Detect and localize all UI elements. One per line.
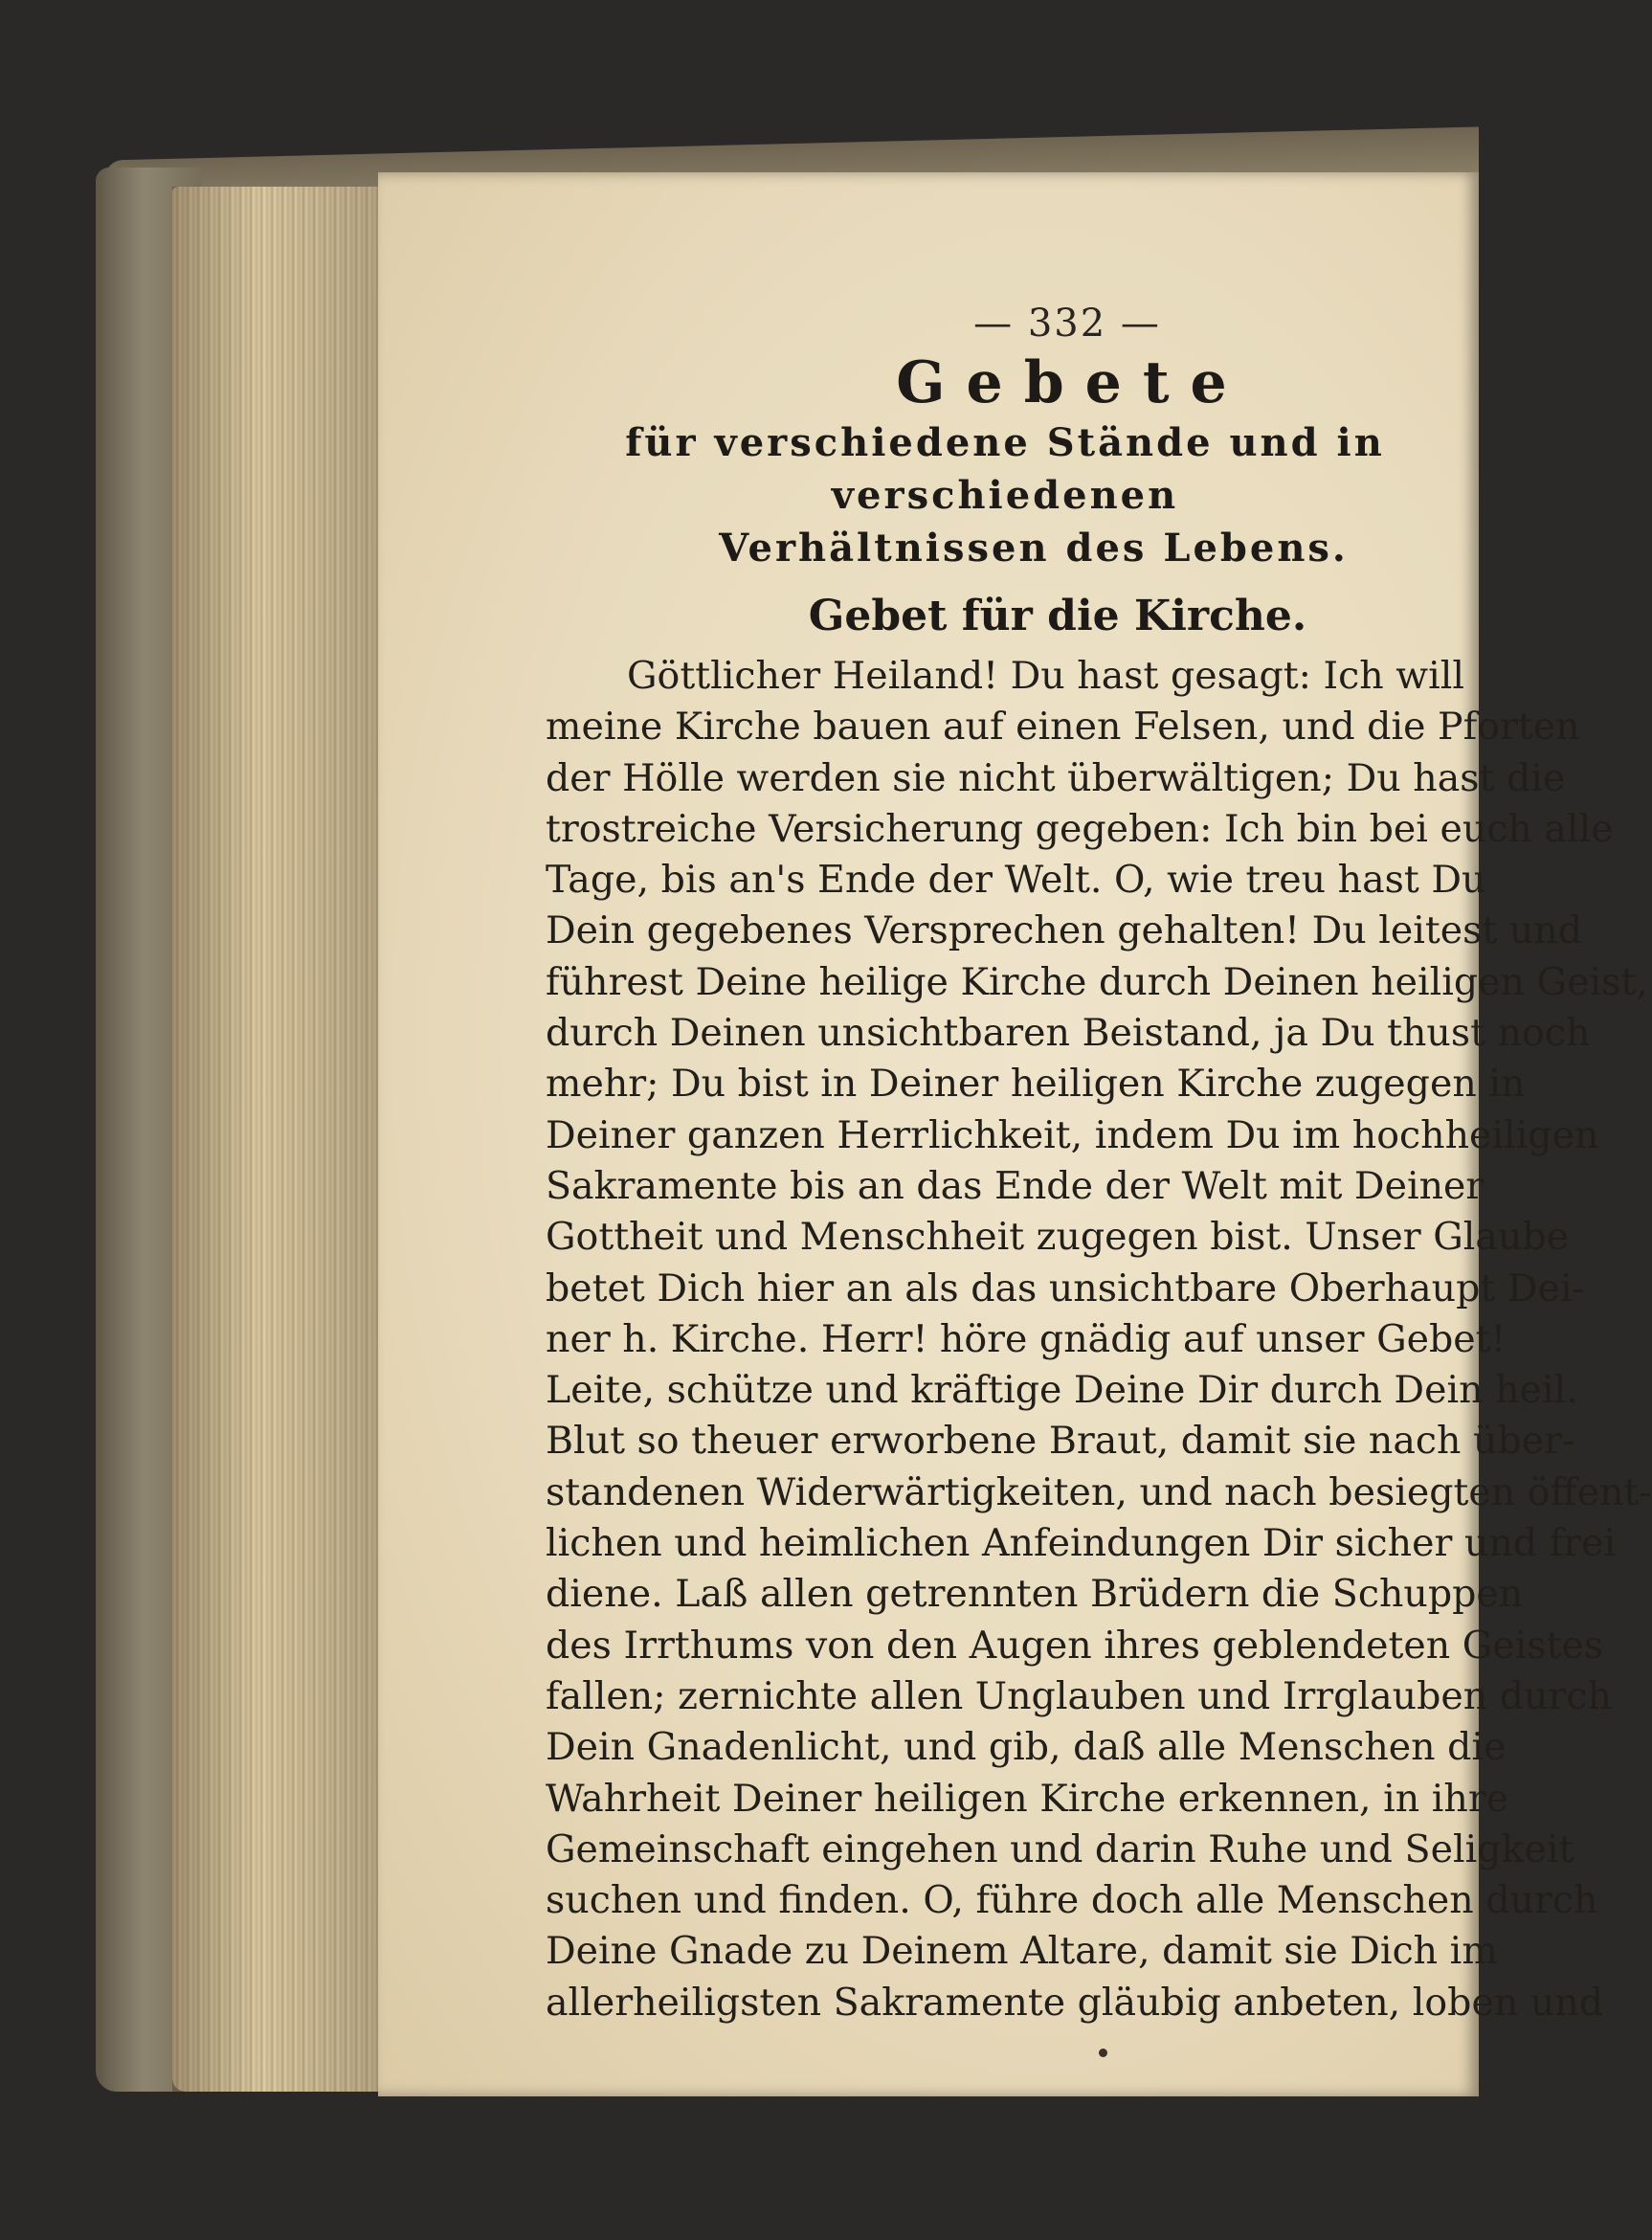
page-heading: Gebete	[896, 349, 1248, 416]
text-line: trostreiche Versicherung gegeben: Ich bin bei euch alle	[546, 806, 1614, 851]
text-line: des Irrthums von den Augen ihres geblendeten Geistes	[546, 1623, 1604, 1668]
text-line: Deine Gnade zu Deinem Altare, damit sie Dich im	[546, 1929, 1498, 1974]
text-line: führest Deine heilige Kirche durch Deinen heiligen Geist,	[546, 959, 1648, 1004]
text-line: betet Dich hier an als das unsichtbare Oberhaupt Dei-	[546, 1266, 1585, 1310]
text-line: Gemeinschaft eingehen und darin Ruhe und Seligkeit	[546, 1826, 1574, 1871]
text-line: meine Kirche bauen auf einen Felsen, und die Pforten	[546, 705, 1580, 750]
text-line: Blut so theuer erworbene Braut, damit sie nach über-	[546, 1419, 1575, 1464]
text-line: Deiner ganzen Herrlichkeit, indem Du im hochheiligen	[546, 1112, 1599, 1157]
section-title: Gebet für die Kirche.	[808, 592, 1307, 640]
text-line: diene. Laß allen getrennten Brüdern die Schuppen	[546, 1572, 1524, 1617]
text-line: lichen und heimlichen Anfeindungen Dir sicher und frei	[546, 1521, 1617, 1566]
book-page	[378, 172, 1652, 2096]
text-line: Wahrheit Deiner heiligen Kirche erkennen, in ihre	[546, 1776, 1509, 1821]
text-line: mehr; Du bist in Deiner heiligen Kirche zugegen in	[546, 1062, 1526, 1107]
subtitle-line-1: für verschiedene Stände und in verschiedenen	[625, 420, 1385, 518]
text-line: Dein gegebenes Versprechen gehalten! Du leitest und	[546, 908, 1583, 953]
ink-mark	[1099, 2049, 1107, 2057]
page-number: — 332 —	[973, 302, 1161, 346]
text-line: ner h. Kirche. Herr! höre gnädig auf unser Gebet!	[546, 1316, 1507, 1361]
text-line: suchen und finden. O, führe doch alle Menschen durch	[546, 1878, 1598, 1923]
text-line: Gottheit und Menschheit zugegen bist. Unser Glaube	[546, 1215, 1570, 1260]
text-line: durch Deinen unsichtbaren Beistand, ja Du thust noch	[546, 1011, 1591, 1056]
text-line: der Hölle werden sie nicht überwältigen; Du hast die	[546, 755, 1566, 800]
text-line: Leite, schütze und kräftige Deine Dir durch Dein heil.	[546, 1368, 1578, 1413]
text-line: fallen; zernichte allen Unglauben und Irrglauben durch	[546, 1673, 1612, 1718]
text-line: standenen Widerwärtigkeiten, und nach besiegten öffent-	[546, 1469, 1652, 1514]
subtitle-line-2: Verhältnissen des Lebens.	[719, 526, 1349, 571]
text-line: allerheiligsten Sakramente gläubig anbeten, loben und	[546, 1980, 1603, 2025]
prayer-body-text	[546, 651, 1652, 2028]
text-line: Sakramente bis an das Ende der Welt mit Deiner	[546, 1163, 1485, 1208]
page-content	[546, 302, 1652, 2028]
text-line: Tage, bis an's Ende der Welt. O, wie treu hast Du	[546, 858, 1486, 903]
page-edges-shadow	[172, 187, 392, 2092]
text-line: Göttlicher Heiland! Du hast gesagt: Ich will	[627, 654, 1464, 698]
text-line: Dein Gnadenlicht, und gib, daß alle Menschen die	[546, 1725, 1507, 1770]
